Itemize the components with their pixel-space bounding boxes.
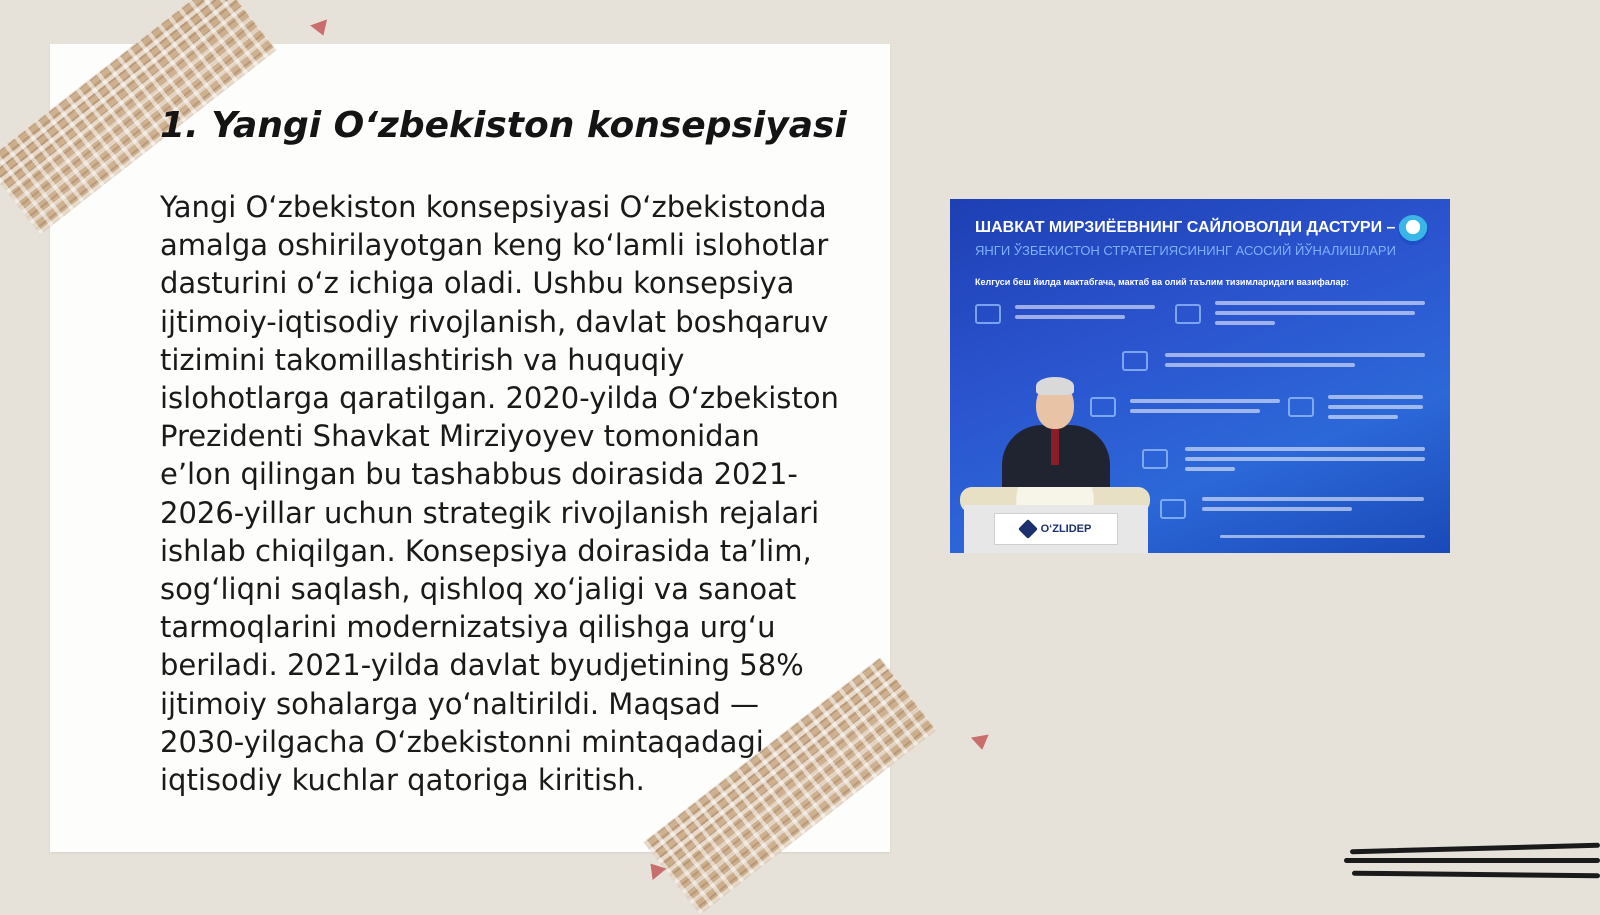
speaker-hair <box>1036 377 1074 395</box>
infographic-text-line <box>1130 409 1260 413</box>
money-icon <box>1142 449 1168 469</box>
social-links-footer <box>1220 535 1425 538</box>
brush-line <box>1352 871 1600 879</box>
tape-corner-decoration <box>310 19 332 38</box>
brush-line <box>1350 843 1600 855</box>
infographic-text-line <box>1215 301 1425 305</box>
infographic-text-line <box>1130 399 1280 403</box>
photo-headline: ШАВКАТ МИРЗИЁЕВНИНГ САЙЛОВОЛДИ ДАСТУРИ – <box>975 219 1396 236</box>
infographic-text-line <box>1202 497 1424 501</box>
campaign-photo <box>950 199 1450 553</box>
photo-subheadline: ЯНГИ ЎЗБЕКИСТОН СТРАТЕГИЯСИНИНГ АСОСИЙ ЙЎНАЛИШЛАРИ <box>975 243 1396 258</box>
trophy-icon <box>1160 499 1186 519</box>
party-logo-icon <box>1398 215 1428 245</box>
infographic-text-line <box>1328 405 1423 409</box>
infographic-text-line <box>1165 353 1425 357</box>
infographic-text-line <box>1165 363 1355 367</box>
infographic-text-line <box>1202 507 1352 511</box>
book-icon <box>1175 304 1201 324</box>
campus-icon <box>1288 397 1314 417</box>
university-icon <box>1090 397 1116 417</box>
podium-label: O‘ZLIDEP <box>1040 523 1092 535</box>
infographic-text-line <box>1328 395 1423 399</box>
slide-body-text: Yangi O‘zbekiston konsepsiyasi O‘zbekistonda amalga oshirilayotgan keng ko‘lamli islohotlar dasturini o‘z ichiga oladi. Ushbu konsepsiya ijtimoiy-iqtisodiy rivojlanish, davlat boshqaruv tizimini takomillashtirish va huquqiy islohotlarga qaratilgan. 2020-yilda O‘zbekiston Prezidenti Shavkat Mirziyoyev tomonidan e’lon qilingan bu tashabbus doirasida 2021-2026-yillar uchun strategik rivojlanish rejalari ishlab chiqilgan. Konsepsiya doirasida ta’lim, sog‘liqni saqlash, qishloq xo‘jaligi va sanoat tarmoqlarini modernizatsiya qilishga urg‘u beriladi. 2021-yilda davlat byudjetining 58% ijtimoiy sohalarga yo‘naltirildi. Maqsad — 2030-yilgacha O‘zbekistonni mintaqadagi iqtisodiy kuchlar qatoriga kiritish. <box>160 190 839 798</box>
infographic-text-line <box>1215 321 1275 325</box>
infographic-text-line <box>1185 457 1425 461</box>
infographic-text-line <box>1328 415 1398 419</box>
brush-line <box>1344 858 1600 863</box>
infographic-text-line <box>1015 315 1125 319</box>
podium-logo <box>994 513 1118 545</box>
infographic-text-line <box>1185 447 1425 451</box>
infographic-text-line <box>1015 305 1155 309</box>
graduation-cap-icon <box>1122 351 1148 371</box>
party-mark-icon <box>1018 519 1038 539</box>
infographic-text-line <box>1185 467 1235 471</box>
slide-title: 1. Yangi O‘zbekiston konsepsiyasi <box>160 105 847 146</box>
photo-intro-line: Келгуси беш йилда мактабгача, мактаб ва олий таълим тизимларидаги вазифалар: <box>975 277 1350 287</box>
speaker-tie <box>1051 427 1059 465</box>
infographic-text-line <box>1215 311 1415 315</box>
tape-corner-decoration <box>971 735 991 752</box>
school-icon <box>975 304 1001 324</box>
